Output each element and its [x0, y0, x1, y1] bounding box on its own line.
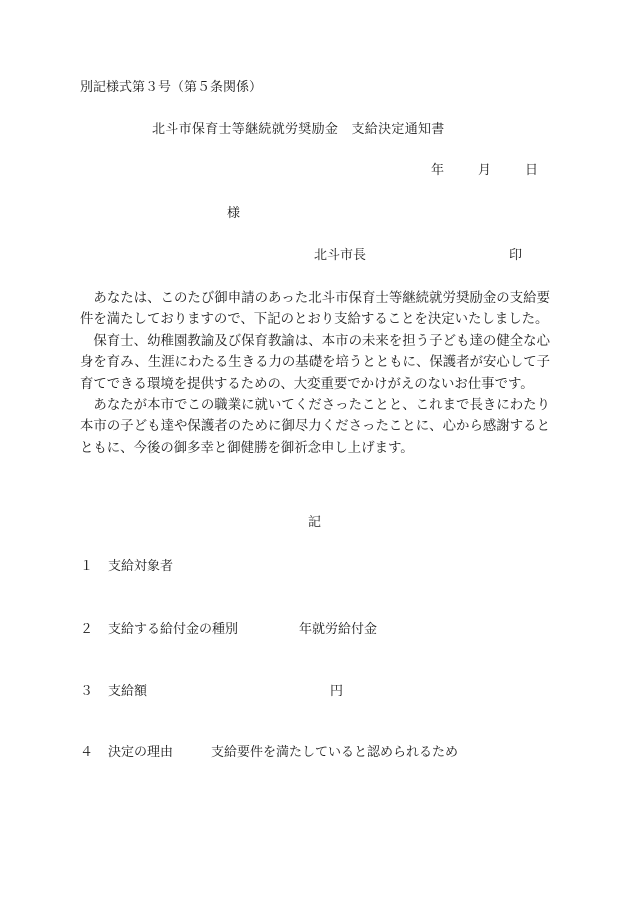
- item-value: 円: [330, 684, 344, 699]
- item-label: 決定の理由: [108, 745, 174, 760]
- item-number: ３: [80, 684, 94, 699]
- body-paragraph: 保育士、幼稚園教諭及び保育教諭は、本市の未来を担う子ども達の健全な心身を育み、生涯にわたる生きる力の基礎を培うとともに、保護者が安心して子育てできる環境を提供するための、大変重要でかけがえのないお仕事です。: [80, 333, 550, 392]
- item-benefit-type: [80, 622, 377, 638]
- item-label: 支給対象者: [108, 559, 174, 574]
- item-value: 年就労給付金: [299, 622, 378, 637]
- body-paragraph: あなたは、このたび御申請のあった北斗市保育士等継続就労奨励金の支給要件を満たしておりますので、下記のとおり支給することを決定いたしました。: [80, 291, 550, 328]
- item-label: 支給する給付金の種別: [108, 622, 239, 637]
- body-paragraph: あなたが本市でこの職業に就いてくださったことと、これまで長きにわたり本市の子ども達や保護者のために御尽力くださったことに、心から感謝するとともに、今後の御多幸と御健勝を御祈念申し上げます。: [80, 398, 550, 456]
- date-year-label: 年: [431, 163, 445, 178]
- item-number: ２: [80, 622, 94, 637]
- recipient-honorific: 様: [227, 206, 241, 221]
- date-month-label: 月: [478, 163, 492, 178]
- item-label: 支給額: [108, 684, 148, 699]
- seal-mark: 印: [509, 248, 523, 263]
- form-number: 別記様式第３号（第５条関係）: [80, 80, 263, 95]
- item-value: 支給要件を満たしていると認められるため: [211, 745, 459, 760]
- item-number: ４: [80, 745, 94, 760]
- date-day-label: 日: [525, 163, 539, 178]
- notes-heading: 記: [308, 515, 322, 530]
- item-recipient: [80, 559, 173, 575]
- item-number: １: [80, 559, 94, 574]
- notice-body: [80, 288, 550, 459]
- issuer-name: 北斗市長: [314, 248, 367, 263]
- item-reason: [80, 745, 458, 761]
- document-title: 北斗市保育士等継続就労奨励金 支給決定通知書: [152, 122, 445, 137]
- item-amount: [80, 684, 343, 700]
